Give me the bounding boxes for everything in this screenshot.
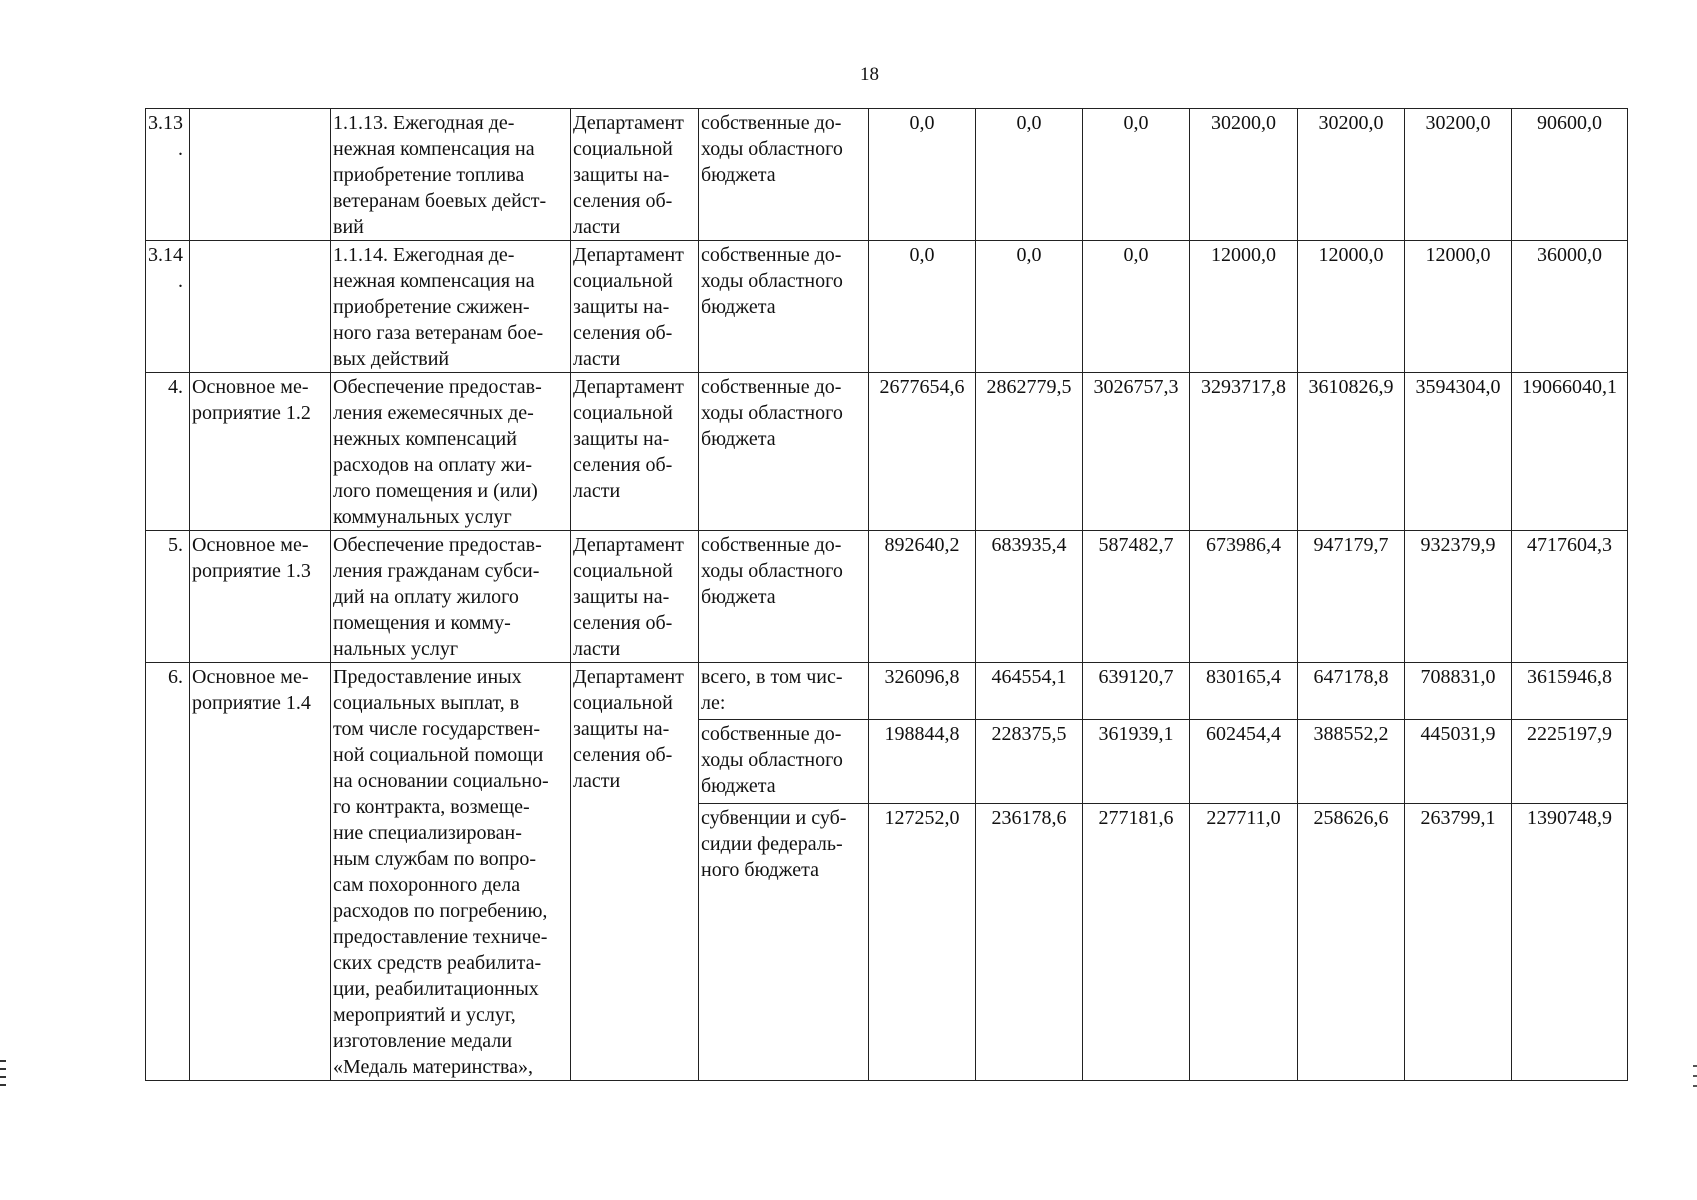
cell-text: 1.1.13. Ежегодная де- нежная компенсация на приобретение топлива ветеранам боевых дейст- вий [333,112,547,238]
amount-cell [869,373,976,531]
cell-text: 198844,8 [884,722,960,745]
amount-cell [1298,803,1405,1080]
cell-text: 2677654,6 [879,376,965,398]
cell-text: 4717604,3 [1527,534,1612,556]
cell-text: Департамент социальной защиты на- селения об- ласти [573,666,684,792]
cell-text: 3.14. [148,244,183,292]
amount-cell [976,663,1083,720]
cell-text: 3.13. [148,112,183,160]
funding-source-cell [699,531,869,663]
funding-source-cell [699,241,869,373]
amount-cell [869,241,976,373]
amount-cell [1298,531,1405,663]
page-number: 18 [860,64,879,85]
cell-text: собственные до- ходы областного бюджета [701,534,843,608]
row-index [146,663,190,1081]
amount-cell [1083,803,1190,1080]
measure-cell [190,241,331,373]
amount-cell [1405,241,1512,373]
cell-text: 30200,0 [1318,112,1384,134]
amount-cell [1190,719,1298,803]
amount-cell [976,373,1083,531]
table-row [146,663,1628,720]
amount-cell [869,663,976,720]
funding-source-cell [699,109,869,241]
cell-text: Департамент социальной защиты на- селения об- ласти [573,244,684,370]
cell-text: 127252,0 [884,806,960,829]
cell-text: 0,0 [909,112,935,134]
cell-text: 2862779,5 [986,376,1072,398]
scan-edge-marks-left [0,1060,6,1092]
cell-text: 388552,2 [1313,722,1389,745]
amount-cell [976,803,1083,1080]
amount-cell [1190,531,1298,663]
cell-text: 3615946,8 [1527,666,1612,688]
amount-cell [869,109,976,241]
amount-cell [1298,241,1405,373]
amount-cell [1083,531,1190,663]
amount-cell [1083,241,1190,373]
cell-text: 639120,7 [1098,666,1174,688]
cell-text: Основное ме- роприятие 1.2 [192,376,311,424]
row-index [146,373,190,531]
cell-text: 3594304,0 [1415,376,1501,398]
amount-cell [1298,719,1405,803]
cell-text: 0,0 [1016,244,1042,266]
amount-cell [1190,109,1298,241]
cell-text: 0,0 [1123,112,1149,134]
measure-cell [190,663,331,1081]
executor-cell [571,241,699,373]
executor-cell [571,531,699,663]
amount-cell [1405,109,1512,241]
cell-text: Обеспечение предостав- ления ежемесячных де- нежных компенсаций расходов на оплату жи- лого помещения и (или) коммунальных услуг [333,376,542,528]
cell-text: Департамент социальной защиты на- селения об- ласти [573,534,684,660]
amount-cell [1405,531,1512,663]
amount-cell [1298,663,1405,720]
amount-cell [976,719,1083,803]
amount-cell [1512,663,1628,720]
cell-text: 361939,1 [1098,722,1174,745]
measure-cell [190,531,331,663]
cell-text: 228375,5 [991,722,1067,745]
cell-text: 4. [168,376,183,398]
cell-text: 0,0 [1123,244,1149,266]
amount-cell [1190,663,1298,720]
funding-source-cell [699,719,869,803]
cell-text: 90600,0 [1537,112,1602,134]
funding-source-cell [699,803,869,1080]
description-cell [331,373,571,531]
cell-text: 30200,0 [1211,112,1276,134]
amount-cell [1512,109,1628,241]
cell-text: субвенции и суб- сидии федераль- ного бюджета [701,806,847,881]
cell-text: 0,0 [909,244,935,266]
cell-text: 708831,0 [1420,666,1496,688]
amount-cell [1190,373,1298,531]
cell-text: 673986,4 [1206,534,1281,556]
scan-edge-marks-right [1693,1065,1697,1095]
row-index [146,109,190,241]
cell-text: Основное ме- роприятие 1.3 [192,534,311,582]
cell-text: 2225197,9 [1527,722,1612,745]
cell-text: 12000,0 [1318,244,1384,266]
cell-text: Основное ме- роприятие 1.4 [192,666,311,714]
cell-text: 830165,4 [1206,666,1281,688]
cell-text: 227711,0 [1206,806,1281,829]
amount-cell [1405,373,1512,531]
cell-text: 445031,9 [1420,722,1496,745]
measure-cell [190,373,331,531]
table-row [146,531,1628,663]
cell-text: 464554,1 [991,666,1067,688]
amount-cell [1298,109,1405,241]
cell-text: 932379,9 [1420,534,1496,556]
cell-text: 326096,8 [884,666,960,688]
amount-cell [976,109,1083,241]
cell-text: 258626,6 [1313,806,1389,829]
funding-source-cell [699,373,869,531]
row-index [146,531,190,663]
executor-cell [571,109,699,241]
cell-text: 12000,0 [1425,244,1491,266]
cell-text: Департамент социальной защиты на- селения об- ласти [573,376,684,502]
cell-text: 683935,4 [991,534,1067,556]
cell-text: 1.1.14. Ежегодная де- нежная компенсация на приобретение сжижен- ного газа ветеранам бое- вых действий [333,244,544,370]
amount-cell [1512,373,1628,531]
cell-text: 3026757,3 [1093,376,1179,398]
funding-source-cell [699,663,869,720]
amount-cell [869,531,976,663]
table-row [146,373,1628,531]
cell-text: 30200,0 [1425,112,1491,134]
row-index [146,241,190,373]
amount-cell [1512,531,1628,663]
cell-text: 647178,8 [1313,666,1389,688]
cell-text: 602454,4 [1206,722,1281,745]
cell-text: Департамент социальной защиты на- селения об- ласти [573,112,684,238]
cell-text: 277181,6 [1098,806,1174,829]
table-row [146,109,1628,241]
amount-cell [1405,803,1512,1080]
amount-cell [1083,109,1190,241]
measure-cell [190,109,331,241]
cell-text: всего, в том чис- ле: [701,666,843,714]
cell-text: 947179,7 [1313,534,1389,556]
amount-cell [869,719,976,803]
cell-text: 3293717,8 [1201,376,1286,398]
amount-cell [869,803,976,1080]
amount-cell [1083,719,1190,803]
amount-cell [976,531,1083,663]
cell-text: 3610826,9 [1308,376,1394,398]
cell-text: собственные до- ходы областного бюджета [701,244,843,318]
description-cell [331,109,571,241]
cell-text: 19066040,1 [1522,376,1617,398]
budget-table [145,108,1628,1081]
cell-text: собственные до- ходы областного бюджета [701,722,843,797]
cell-text: 5. [168,534,183,556]
cell-text: 12000,0 [1211,244,1276,266]
cell-text: 6. [168,666,183,688]
executor-cell [571,663,699,1081]
table-row [146,241,1628,373]
description-cell [331,531,571,663]
description-cell [331,241,571,373]
cell-text: 0,0 [1016,112,1042,134]
cell-text: Предоставление иных социальных выплат, в том числе государствен- ной социальной помощи на основании социально- го контракта, возмеще- ние специализирован- ным службам по вопро- сам похоронного дела расходов по погребению, предоставление техниче- ских средств реабилита- ции, реабилитационных мероприятий и услуг, изготовление медали «Медаль материнства», [333,666,549,1078]
cell-text: Обеспечение предостав- ления гражданам субси- дий на оплату жилого помещения и комму- нальных услуг [333,534,542,660]
executor-cell [571,373,699,531]
description-cell [331,663,571,1081]
amount-cell [1405,719,1512,803]
amount-cell [1298,373,1405,531]
cell-text: 587482,7 [1098,534,1174,556]
amount-cell [1512,803,1628,1080]
cell-text: 236178,6 [991,806,1067,829]
cell-text: собственные до- ходы областного бюджета [701,112,843,186]
amount-cell [1512,719,1628,803]
amount-cell [1083,373,1190,531]
amount-cell [1190,241,1298,373]
cell-text: 36000,0 [1537,244,1602,266]
amount-cell [1405,663,1512,720]
amount-cell [1190,803,1298,1080]
cell-text: собственные до- ходы областного бюджета [701,376,843,450]
amount-cell [1083,663,1190,720]
amount-cell [1512,241,1628,373]
cell-text: 263799,1 [1420,806,1496,829]
cell-text: 1390748,9 [1527,806,1612,829]
amount-cell [976,241,1083,373]
cell-text: 892640,2 [884,534,960,556]
